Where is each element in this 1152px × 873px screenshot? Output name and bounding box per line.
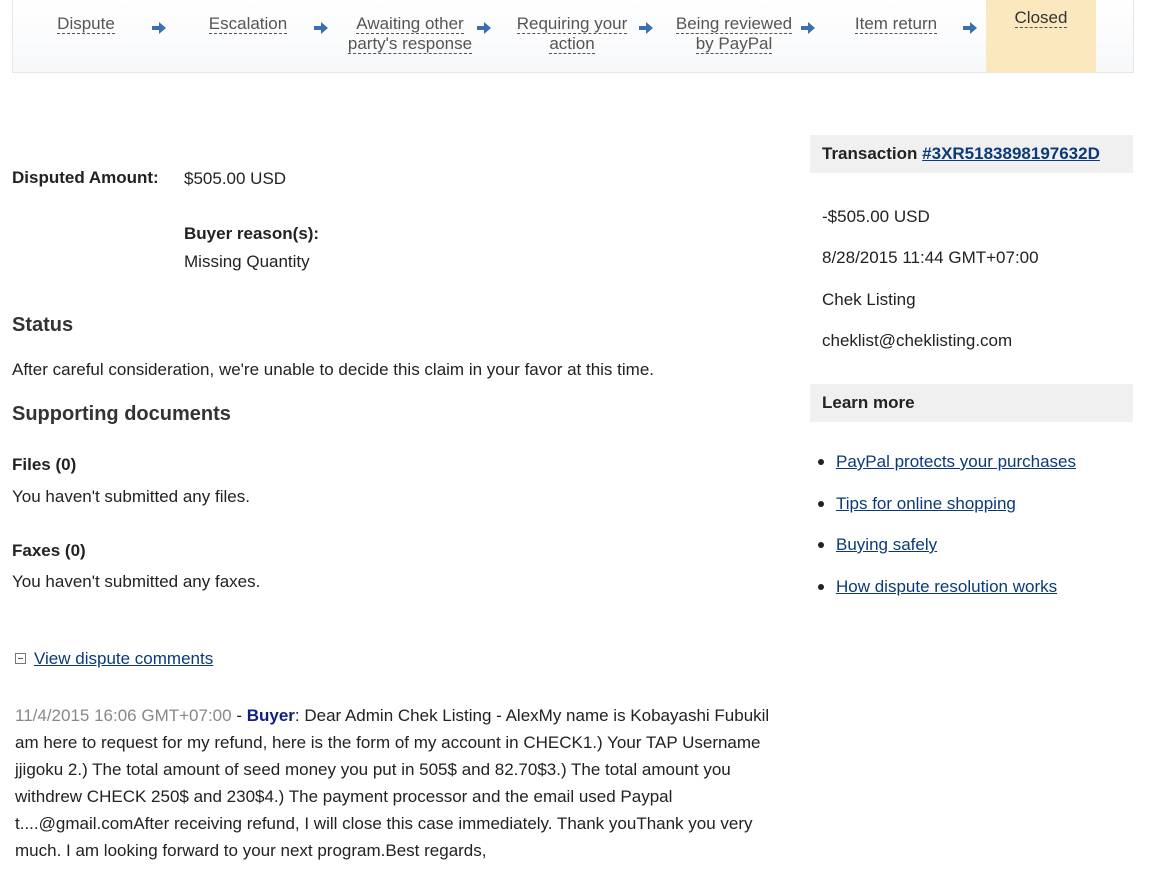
transaction-date: 8/28/2015 11:44 GMT+07:00: [822, 248, 1039, 267]
transaction-id-link[interactable]: #3XR5183898197632D: [922, 144, 1100, 163]
bullet-icon: [818, 501, 824, 507]
step-item-return[interactable]: Item return: [854, 14, 938, 33]
link-tips-online-shopping[interactable]: Tips for online shopping: [836, 493, 1016, 513]
learn-more-item: [818, 452, 1076, 494]
step-closed[interactable]: Closed: [986, 0, 1096, 72]
step-dispute[interactable]: Dispute: [57, 14, 115, 33]
step-reviewed-by-paypal[interactable]: Being reviewed by PayPal: [675, 14, 793, 53]
link-dispute-resolution[interactable]: How dispute resolution works: [836, 576, 1058, 596]
learn-more-item: [818, 535, 1076, 577]
transaction-amount: -$505.00 USD: [822, 207, 930, 226]
transaction-merchant: Chek Listing: [822, 290, 916, 309]
learn-more-item: [818, 577, 1076, 619]
view-dispute-comments-link[interactable]: View dispute comments: [34, 649, 214, 668]
arrow-right-icon: [477, 22, 491, 34]
buyer-reason-value: Missing Quantity: [184, 252, 310, 271]
files-text: You haven't submitted any files.: [12, 487, 250, 506]
faxes-label: Faxes (0): [12, 541, 86, 560]
step-escalation[interactable]: Escalation: [208, 14, 288, 33]
arrow-right-icon: [963, 22, 977, 34]
comment-author: Buyer: [246, 706, 295, 725]
collapse-icon[interactable]: [15, 653, 26, 664]
buyer-reasons-label: Buyer reason(s):: [184, 224, 320, 243]
arrow-right-icon: [639, 22, 653, 34]
learn-more-list: [818, 452, 1076, 618]
arrow-right-icon: [801, 22, 815, 34]
bullet-icon: [818, 459, 824, 465]
dispute-comment: [15, 702, 790, 864]
step-awaiting-response[interactable]: Awaiting other party's response: [347, 14, 473, 53]
status-heading: Status: [12, 314, 74, 336]
link-paypal-protects[interactable]: PayPal protects your purchases: [836, 452, 1077, 471]
learn-more-item: [818, 494, 1076, 536]
transaction-header: [810, 135, 1133, 173]
files-label: Files (0): [12, 455, 77, 474]
link-buying-safely[interactable]: Buying safely: [836, 535, 938, 554]
learn-more-header: Learn more: [810, 384, 1133, 422]
faxes-text: You haven't submitted any faxes.: [12, 572, 261, 591]
dispute-progress-bar: [12, 0, 1134, 73]
comment-body: : Dear Admin Chek Listing - AlexMy name is Kobayashi Fubukil am here to request for my refund, here is the form of my account in CHECK1.) Your TAP Username jjigoku 2.) The total amount of seed money you put in 505$ and 82.70$3.) The total amount you withdrew CHECK 250$ and 230$4.) The payment processor and the email used Paypal t....@gmail.comAfter receiving refund, I will close this case immediately. Thank youThank you very much. I am looking forward to your next program.Best regards,: [15, 706, 770, 860]
supporting-documents-heading: Supporting documents: [12, 403, 231, 425]
disputed-amount-label: Disputed Amount:: [12, 168, 159, 187]
comment-timestamp: 11/4/2015 16:06 GMT+07:00: [15, 706, 232, 725]
arrow-right-icon: [314, 22, 328, 34]
transaction-email: cheklist@cheklisting.com: [822, 331, 1013, 350]
step-requiring-action[interactable]: Requiring your action: [516, 14, 628, 53]
bullet-icon: [818, 584, 824, 590]
arrow-right-icon: [152, 22, 166, 34]
disputed-amount-value: $505.00 USD: [184, 169, 287, 188]
transaction-label: Transaction: [822, 144, 918, 163]
status-text: After careful consideration, we're unable to decide this claim in your favor at this time.: [12, 360, 654, 379]
bullet-icon: [818, 542, 824, 548]
comment-separator: -: [231, 706, 247, 725]
